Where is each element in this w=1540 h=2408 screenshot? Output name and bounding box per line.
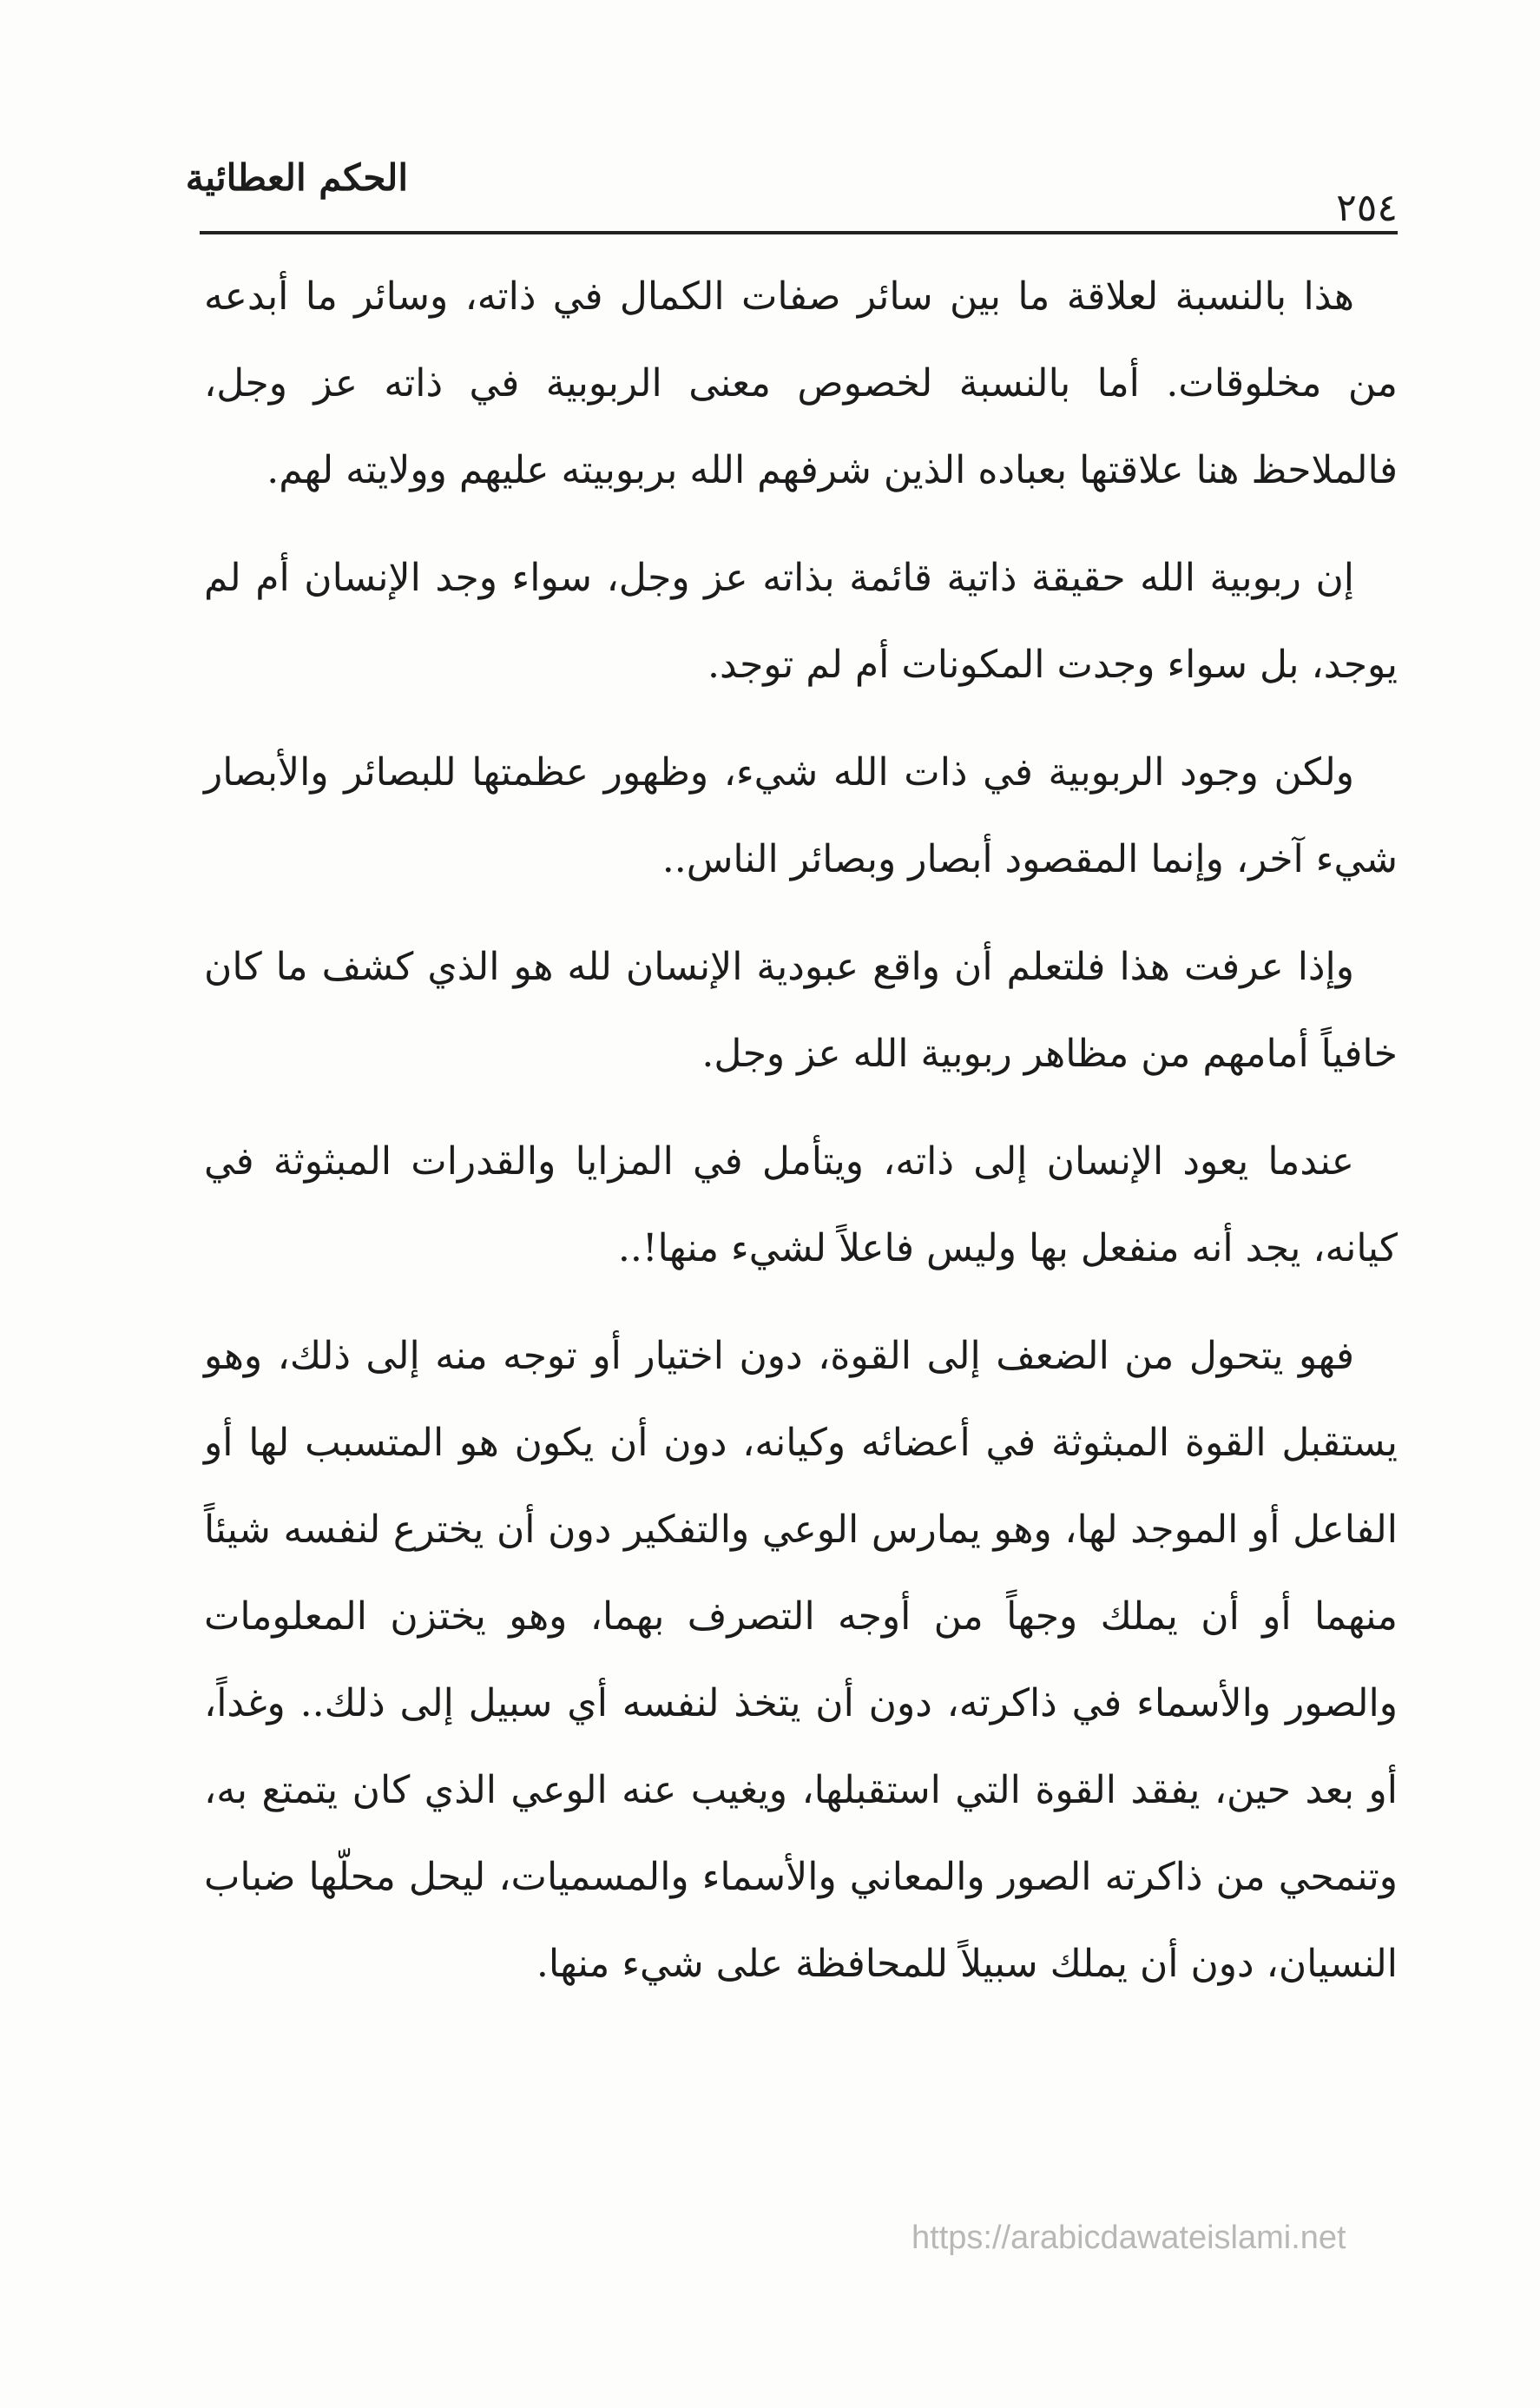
paragraph: إن ربوبية الله حقيقة ذاتية قائمة بذاته عز وجل، سواء وجد الإنسان أم لم يوجد، بل سواء وجدت المكونات أم لم توجد. (204, 556, 1398, 687)
running-title: الحكم العطائية (185, 156, 408, 199)
paragraph: هذا بالنسبة لعلاقة ما بين سائر صفات الكمال في ذاته، وسائر ما أبدعه من مخلوقات. أما بالنسبة لخصوص معنى الربوبية في ذاته عز وجل، فالملاحظ هنا علاقتها بعباده الذين شرفهم الله بربوبيته عليهم وولايته لهم. (204, 274, 1398, 492)
paragraph: عندما يعود الإنسان إلى ذاته، ويتأمل في المزايا والقدرات المبثوثة في كيانه، يجد أنه منفعل بها وليس فاعلاً لشيء منها!.. (204, 1139, 1398, 1270)
watermark-url: https://arabicdawateislami.net (911, 2220, 1346, 2256)
header-rule (200, 231, 1398, 234)
paragraph: ولكن وجود الربوبية في ذات الله شيء، وظهور عظمتها للبصائر والأبصار شيء آخر، وإنما المقصود أبصار وبصائر الناس.. (204, 750, 1398, 881)
page-number: ٢٥٤ (1336, 186, 1398, 230)
page-header (185, 156, 1398, 243)
paragraph: وإذا عرفت هذا فلتعلم أن واقع عبودية الإنسان لله هو الذي كشف ما كان خافياً أمامهم من مظاهر ربوبية الله عز وجل. (204, 945, 1398, 1076)
body-text (204, 254, 1398, 2029)
paragraph: فهو يتحول من الضعف إلى القوة، دون اختيار أو توجه منه إلى ذلك، وهو يستقبل القوة المبثوثة في أعضائه وكيانه، دون أن يكون هو المتسبب لها أو الفاعل أو الموجد لها، وهو يمارس الوعي والتفكير دون أن يخترع لنفسه شيئاً منهما أو أن يملك وجهاً من أوجه التصرف بهما، وهو يختزن المعلومات والصور والأسماء في ذاكرته، دون أن يتخذ لنفسه أي سبيل إلى ذلك.. وغداً، أو بعد حين، يفقد القوة التي استقبلها، ويغيب عنه الوعي الذي كان يتمتع به، وتنمحي من ذاكرته الصور والمعاني والأسماء والمسميات، ليحل محلّها ضباب النسيان، دون أن يملك سبيلاً للمحافظة على شيء منها. (204, 1334, 1398, 1986)
